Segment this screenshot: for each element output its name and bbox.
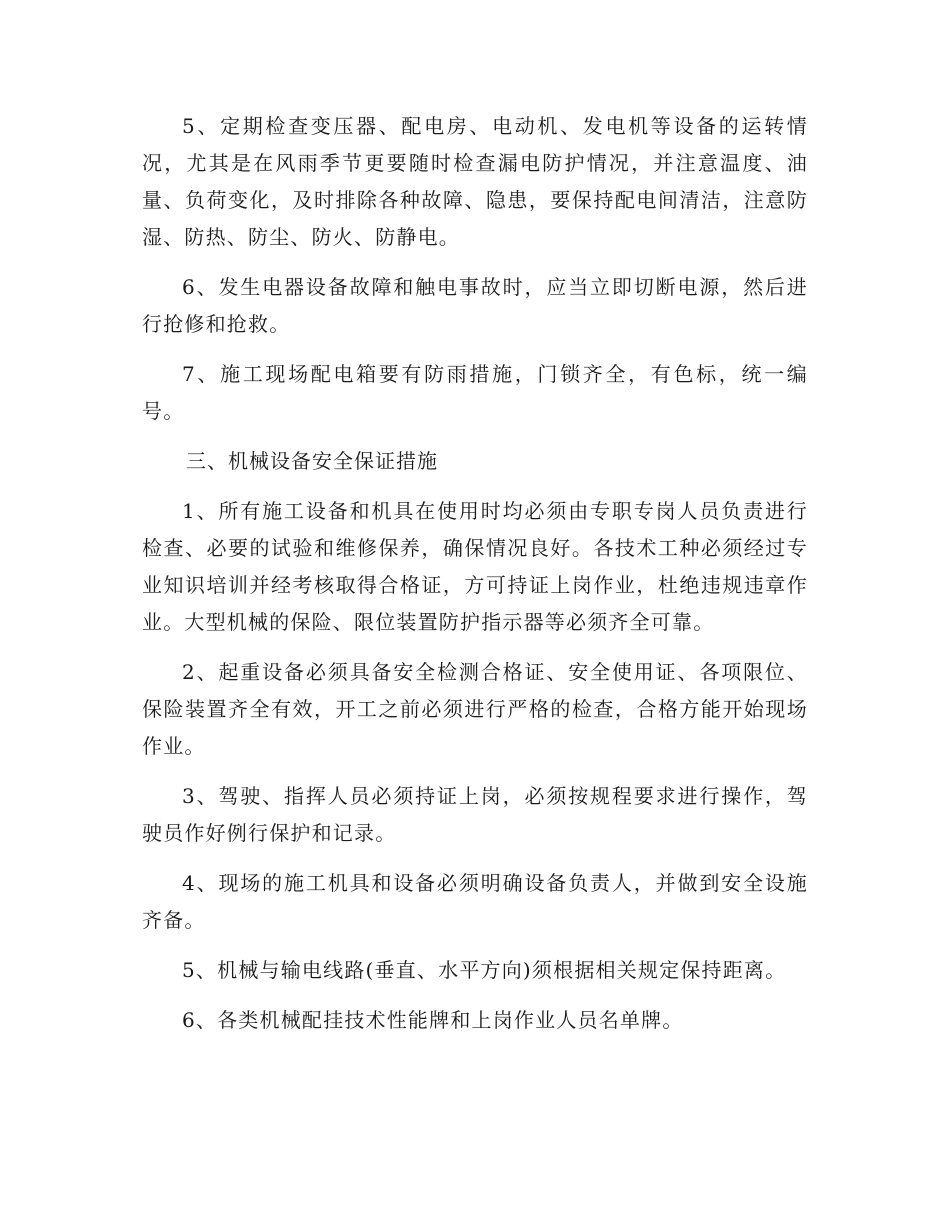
paragraph-electrical-7: 7、施工现场配电箱要有防雨措施，门锁齐全，有色标，统一编号。 (142, 362, 808, 423)
paragraph-machinery-4: 4、现场的施工机具和设备必须明确设备负责人，并做到安全设施齐备。 (142, 871, 808, 932)
paragraph-electrical-6: 6、发生电器设备故障和触电事故时，应当立即切断电源，然后进行抢修和抢救。 (142, 275, 808, 336)
paragraph-electrical-5: 5、定期检查变压器、配电房、电动机、发电机等设备的运转情况，尤其是在风雨季节更要随时检查漏电防护情况，并注意温度、油量、负荷变化，及时排除各种故障、隐患，要保持配电间清洁，注意防湿、防热、防尘、防火、防静电。 (142, 114, 808, 249)
section-heading: 三、机械设备安全保证措施 (186, 449, 438, 473)
paragraph-machinery-1: 1、所有施工设备和机具在使用时均必须由专职专岗人员负责进行检查、必要的试验和维修保养，确保情况良好。各技术工种必须经过专业知识培训并经考核取得合格证，方可持证上岗作业，杜绝违规违章作业。大型机械的保险、限位装置防护指示器等必须齐全可靠。 (142, 499, 808, 634)
paragraph-machinery-6: 6、各类机械配挂技术性能牌和上岗作业人员名单牌。 (182, 1008, 684, 1032)
paragraph-machinery-2: 2、起重设备必须具备安全检测合格证、安全使用证、各项限位、保险装置齐全有效，开工之前必须进行严格的检查，合格方能开始现场作业。 (142, 660, 808, 758)
document-page (142, 108, 808, 1052)
paragraph-machinery-3: 3、驾驶、指挥人员必须持证上岗，必须按规程要求进行操作，驾驶员作好例行保护和记录。 (142, 784, 808, 845)
paragraph-machinery-5: 5、机械与输电线路(垂直、水平方向)须根据相关规定保持距离。 (182, 958, 787, 982)
